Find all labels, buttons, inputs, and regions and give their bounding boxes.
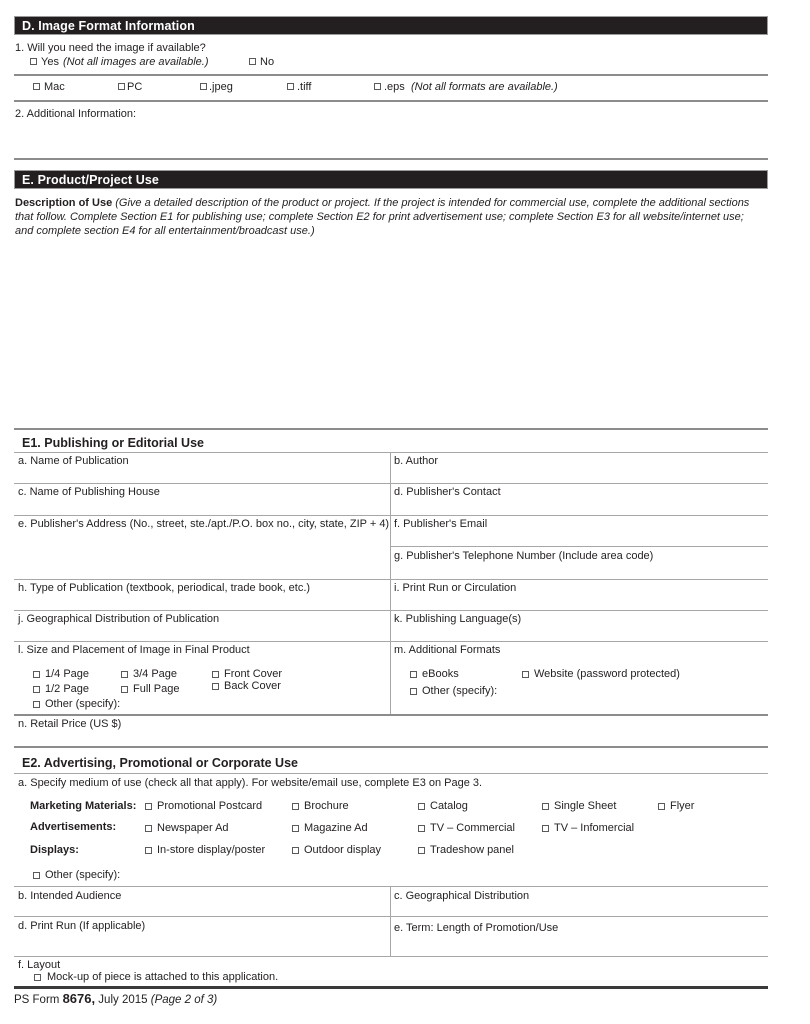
section-d-question-2: 2. Additional Information:: [15, 108, 137, 120]
section-d-header: [14, 16, 768, 35]
section-e-title: E. Product/Project Use: [22, 173, 159, 187]
field-label-e1-e-text: e. Publisher's Address: [18, 518, 127, 530]
section-e2-heading: E2. Advertising, Promotional or Corporate Use: [22, 756, 298, 770]
section-e2-instruction-post: . For website/email use, complete E3 on Page 3.: [245, 777, 483, 789]
checkbox-format-other[interactable]: [410, 688, 417, 695]
label-format-jpeg: .jpeg: [209, 81, 233, 93]
label-format-mac: Mac: [44, 81, 65, 93]
label-size-other: [45, 698, 120, 711]
label-format-pc: PC: [127, 81, 143, 93]
label-image-needed-yes: Yes: [41, 56, 59, 68]
checkbox-promotional-postcard[interactable]: [145, 803, 152, 810]
field-label-e1-c: c. Name of Publishing House: [18, 486, 160, 498]
section-e-description: [15, 196, 765, 238]
description-of-use-label: Description of Use: [15, 197, 113, 209]
field-note-e1-e: (No., street, ste./apt./P.O. box no., city, state, ZIP + 4): [129, 518, 390, 530]
checkbox-format-tiff[interactable]: [287, 83, 294, 90]
checkbox-catalog[interactable]: [418, 803, 425, 810]
field-label-e2-e: e. Term: Length of Promotion/Use: [394, 922, 559, 934]
label-tradeshow-panel: Tradeshow panel: [430, 844, 514, 856]
label-placement-front-cover: Front Cover: [224, 668, 283, 680]
divider-d-1: [14, 74, 768, 76]
field-label-e2-b: b. Intended Audience: [18, 890, 122, 902]
label-format-other: [422, 685, 497, 698]
row-label-advertisements: Advertisements:: [30, 821, 117, 833]
section-e1-heading: E1. Publishing or Editorial Use: [22, 436, 204, 450]
field-label-e1-j: j. Geographical Distribution of Publication: [18, 613, 220, 625]
label-format-website: Website (password protected): [534, 668, 680, 680]
checkbox-format-mac[interactable]: [33, 83, 40, 90]
label-catalog: Catalog: [430, 800, 468, 812]
label-size-other-note: (specify):: [75, 698, 121, 710]
label-size-three-quarter-page: 3/4 Page: [133, 668, 178, 680]
footer-form-number: 8676,: [62, 991, 96, 1006]
checkbox-tv-infomercial[interactable]: [542, 825, 549, 832]
divider-e1-gh: [14, 579, 768, 580]
divider-e1-hi: [14, 610, 768, 611]
label-tv-infomercial: TV – Infomercial: [554, 822, 635, 834]
section-e2-instruction-italic: (check all that apply): [144, 777, 246, 789]
label-promotional-postcard: Promotional Postcard: [157, 800, 263, 812]
field-label-e1-k: k. Publishing Language(s): [394, 613, 522, 625]
checkbox-placement-front-cover[interactable]: [212, 671, 219, 678]
footer-prefix: PS Form: [14, 994, 63, 1006]
field-label-e1-d: d. Publisher's Contact: [394, 486, 501, 498]
label-format-tiff: .tiff: [297, 81, 312, 93]
label-medium-other-text: Other: [45, 869, 73, 881]
section-e2-instruction-pre: a. Specify medium of use: [18, 777, 145, 789]
divider-form-footer: [14, 986, 768, 989]
checkbox-mockup-attached[interactable]: [34, 974, 41, 981]
row-label-displays: Displays:: [30, 844, 79, 856]
checkbox-in-store-display[interactable]: [145, 847, 152, 854]
checkbox-outdoor-display[interactable]: [292, 847, 299, 854]
field-label-e1-h: h. Type of Publication (textbook, periodical, trade book, etc.): [18, 582, 311, 594]
field-label-e2-d-text: d. Print Run: [18, 920, 80, 932]
note-image-needed-yes: (Not all images are available.): [63, 56, 209, 68]
checkbox-flyer[interactable]: [658, 803, 665, 810]
description-of-use-text: (Give a detailed description of the product or project. If the project is intended for commercial use, complete the additional sections that follow. Complete Section E1 for publishing use; complete Section E2 for print advertisement use; complete Section E3 for all website/internet use; and complete section E4 for all entertainment/broadcast use.): [15, 197, 750, 237]
checkbox-size-three-quarter-page[interactable]: [121, 671, 128, 678]
label-magazine-ad: Magazine Ad: [304, 822, 368, 834]
note-formats: (Not all formats are available.): [411, 81, 558, 93]
field-note-e1-g: (Include area code): [558, 550, 654, 562]
checkbox-single-sheet[interactable]: [542, 803, 549, 810]
checkbox-size-quarter-page[interactable]: [33, 671, 40, 678]
field-label-e2-d: [18, 920, 145, 933]
label-mockup-attached: Mock-up of piece is attached to this application.: [47, 971, 279, 983]
label-format-other-note: (specify):: [452, 685, 498, 697]
divider-e2-a: [14, 886, 768, 887]
divider-d-3: [14, 158, 768, 160]
checkbox-size-other[interactable]: [33, 701, 40, 708]
checkbox-format-pc[interactable]: [118, 83, 125, 90]
field-label-e1-b: b. Author: [394, 455, 439, 467]
e1-column-divider: [390, 452, 391, 714]
checkbox-format-jpeg[interactable]: [200, 83, 207, 90]
label-format-ebooks: eBooks: [422, 668, 459, 680]
field-note-e2-d: (If applicable): [79, 920, 146, 932]
section-d-title: D. Image Format Information: [22, 19, 195, 33]
field-label-e2-c: c. Geographical Distribution: [394, 890, 530, 902]
checkbox-medium-other[interactable]: [33, 872, 40, 879]
section-d-question-1: 1. Will you need the image if available?: [15, 42, 206, 54]
divider-e-bottom: [14, 428, 768, 430]
label-format-other-text: Other: [422, 685, 450, 697]
field-label-e1-a: a. Name of Publication: [18, 455, 129, 467]
divider-e1-fg: [390, 546, 768, 547]
field-label-e1-i: i. Print Run or Circulation: [394, 582, 517, 594]
label-size-full-page: Full Page: [133, 683, 180, 695]
label-in-store-display: In-store display/poster: [157, 844, 266, 856]
divider-e1-cd: [14, 515, 768, 516]
label-format-eps: .eps: [384, 81, 405, 93]
checkbox-placement-back-cover[interactable]: [212, 683, 219, 690]
checkbox-image-needed-yes[interactable]: [30, 58, 37, 65]
field-label-e1-g: [394, 550, 653, 563]
label-brochure: Brochure: [304, 800, 349, 812]
label-outdoor-display: Outdoor display: [304, 844, 382, 856]
label-tv-commercial: TV – Commercial: [430, 822, 515, 834]
field-label-e1-g-text: g. Publisher's Telephone Number: [394, 550, 556, 562]
row-label-marketing-materials: Marketing Materials:: [30, 800, 137, 812]
checkbox-brochure[interactable]: [292, 803, 299, 810]
checkbox-magazine-ad[interactable]: [292, 825, 299, 832]
section-e2-instruction: [18, 777, 482, 790]
form-footer: [14, 991, 217, 1006]
divider-e1-top: [14, 452, 768, 453]
divider-e1-ab: [14, 483, 768, 484]
field-label-e1-f: f. Publisher's Email: [394, 518, 488, 530]
divider-e2-de: [14, 956, 768, 957]
checkbox-size-half-page[interactable]: [33, 686, 40, 693]
checkbox-format-website[interactable]: [522, 671, 529, 678]
divider-e1-bottom: [14, 746, 768, 748]
field-label-e1-n: n. Retail Price (US $): [18, 718, 122, 730]
divider-e1-jk: [14, 641, 768, 642]
label-size-half-page: 1/2 Page: [45, 683, 90, 695]
divider-e2-bc: [14, 916, 768, 917]
footer-page: (Page 2 of 3): [150, 994, 218, 1006]
checkbox-newspaper-ad[interactable]: [145, 825, 152, 832]
field-label-e1-m: m. Additional Formats: [394, 644, 501, 656]
footer-date: July 2015: [95, 994, 151, 1006]
label-single-sheet: Single Sheet: [554, 800, 617, 812]
label-newspaper-ad: Newspaper Ad: [157, 822, 229, 834]
divider-d-2: [14, 100, 768, 102]
e2-column-divider: [390, 886, 391, 956]
label-medium-other-note: (specify):: [75, 869, 121, 881]
divider-e2-top: [14, 773, 768, 774]
checkbox-format-ebooks[interactable]: [410, 671, 417, 678]
field-label-e1-l: l. Size and Placement of Image in Final Product: [18, 644, 250, 656]
divider-e1-lm: [14, 714, 768, 716]
label-flyer: Flyer: [670, 800, 695, 812]
field-label-e2-f: f. Layout: [18, 959, 61, 971]
checkbox-image-needed-no[interactable]: [249, 58, 256, 65]
section-e-header: [14, 170, 768, 189]
label-image-needed-no: No: [260, 56, 275, 68]
label-size-quarter-page: 1/4 Page: [45, 668, 90, 680]
checkbox-format-eps[interactable]: [374, 83, 381, 90]
checkbox-size-full-page[interactable]: [121, 686, 128, 693]
field-label-e1-e: [18, 518, 389, 531]
checkbox-tv-commercial[interactable]: [418, 825, 425, 832]
label-size-other-text: Other: [45, 698, 73, 710]
checkbox-tradeshow-panel[interactable]: [418, 847, 425, 854]
label-placement-back-cover: Back Cover: [224, 680, 281, 692]
label-medium-other: [45, 869, 120, 882]
